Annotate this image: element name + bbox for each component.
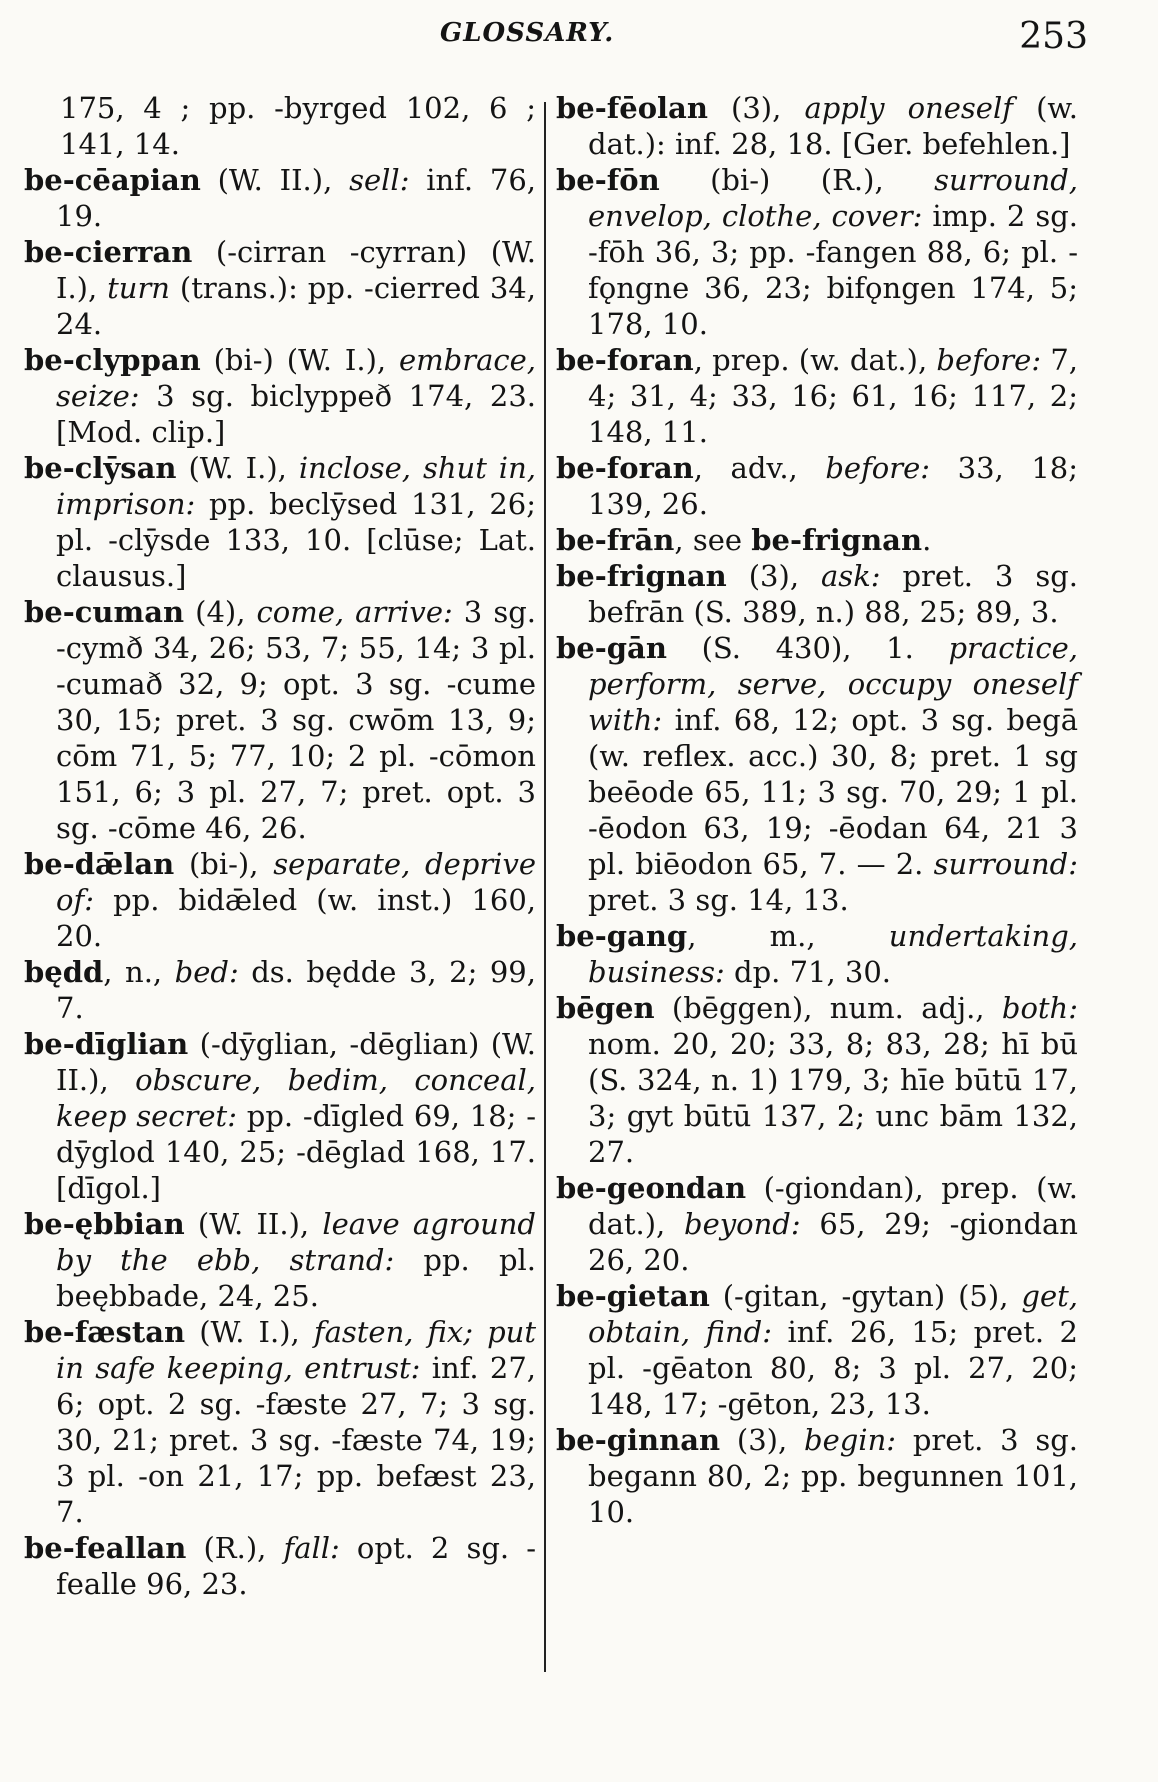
gloss: fall:: [283, 1531, 340, 1565]
glossary-entry: be-gietan (-gitan, -gytan) (5), get, obtain, find: inf. 26, 15; pret. 2 pl. -gēaton 80, 8; 3 pl. 27, 20; 148, 17; -gēton, 23, 13.: [556, 1279, 1078, 1421]
gloss: ask:: [821, 559, 881, 593]
gloss: inclose, shut in, imprison:: [56, 451, 536, 521]
headword: be-dǣlan: [24, 847, 175, 881]
glossary-entry: be-frignan (3), ask: pret. 3 sg. befrān (S. 389, n.) 88, 25; 89, 3.: [556, 559, 1079, 629]
headword: be-fæstan: [24, 1315, 186, 1349]
gloss: sell:: [349, 163, 410, 197]
gloss: before:: [936, 343, 1042, 377]
gloss: turn: [107, 271, 170, 305]
headword: be-gang: [556, 919, 688, 953]
headword: be-clȳsan: [24, 451, 177, 485]
column-divider: [544, 102, 546, 1672]
glossary-entry: 175, 4 ; pp. -byrged 102, 6 ; 141, 14.: [60, 91, 536, 161]
glossary-entry: be-ębbian (W. II.), leave aground by the ebb, strand: pp. pl. beębbade, 24, 25.: [24, 1207, 536, 1313]
headword: be-frān: [556, 523, 675, 557]
page-title: GLOSSARY.: [440, 18, 615, 48]
glossary-entry: be-feallan (R.), fall: opt. 2 sg. -fealle 96, 23.: [24, 1531, 537, 1601]
headword: be-geondan: [556, 1171, 747, 1205]
gloss: bed:: [174, 955, 239, 989]
headword: be-gietan: [556, 1279, 710, 1313]
headword: be-cierran: [24, 235, 193, 269]
glossary-entry: be-geondan (-giondan), prep. (w. dat.), beyond: 65, 29; -giondan 26, 20.: [556, 1171, 1078, 1277]
page-number: 253: [1019, 16, 1088, 57]
glossary-entry: be-gān (S. 430), 1. practice, perform, serve, occupy oneself with: inf. 68, 12; opt. 3 sg. begā (w. reflex. acc.) 30, 8; pret. 1 sg beēode 65, 11; 3 sg. 70, 29; 1 pl. -ēodon 63, 19; -ēodan 64, 21 3 pl. biēodon 65, 7. — 2. surround: pret. 3 sg. 14, 13.: [556, 631, 1078, 917]
glossary-entry: bēgen (bēggen), num. adj., both: nom. 20, 20; 33, 8; 83, 28; hī bū (S. 324, n. 1) 179, 3; hīe būtū 17, 3; gyt būtū 137, 2; unc bām 132, 27.: [556, 991, 1078, 1169]
headword: be-gān: [556, 631, 667, 665]
headword: be-fōn: [556, 163, 660, 197]
gloss: come, arrive:: [256, 595, 453, 629]
glossary-entry: be-fæstan (W. I.), fasten, fix; put in safe keeping, entrust: inf. 27, 6; opt. 2 sg. -fæste 27, 7; 3 sg. 30, 21; pret. 3 sg. -fæste 74, 19; 3 pl. -on 21, 17; pp. befæst 23, 7.: [24, 1315, 536, 1529]
glossary-entry: be-dīglian (-dȳglian, -dēglian) (W. II.), obscure, bedim, conceal, keep secret: pp. -dīgled 69, 18; -dȳglod 140, 25; -dēglad 168, 17. [dīgol.]: [24, 1027, 537, 1205]
headword: be-fēolan: [556, 91, 708, 125]
gloss: before:: [825, 451, 931, 485]
right-column: [556, 90, 1078, 1530]
gloss: both:: [1001, 991, 1078, 1025]
glossary-entry: be-frān, see be-frignan.: [556, 523, 932, 557]
gloss: practice, perform, serve, occupy oneself with:: [588, 631, 1078, 737]
glossary-entry: be-cierran (-cirran -cyrran) (W. I.), turn (trans.): pp. -cierred 34, 24.: [24, 235, 536, 341]
glossary-entry: be-clȳsan (W. I.), inclose, shut in, imprison: pp. beclȳsed 131, 26; pl. -clȳsde 133, 10. [clūse; Lat. clausus.]: [24, 451, 536, 593]
cross-reference: be-frignan: [751, 523, 923, 557]
headword: be-cuman: [24, 595, 185, 629]
headword: be-foran: [556, 451, 694, 485]
gloss: get, obtain, find:: [588, 1279, 1078, 1349]
running-head: [0, 14, 1158, 74]
left-column: [24, 90, 536, 1602]
gloss: fasten, fix; put in safe keeping, entrust:: [56, 1315, 536, 1385]
gloss: leave aground by the ebb, strand:: [56, 1207, 536, 1277]
glossary-entry: be-clyppan (bi-) (W. I.), embrace, seize: 3 sg. biclyppeð 174, 23. [Mod. clip.]: [24, 343, 536, 449]
gloss: surround:: [933, 847, 1078, 881]
headword: be-frignan: [556, 559, 727, 593]
glossary-entry: be-ginnan (3), begin: pret. 3 sg. begann 80, 2; pp. begunnen 101, 10.: [556, 1423, 1079, 1529]
glossary-entry: be-foran, adv., before: 33, 18; 139, 26.: [556, 451, 1078, 521]
gloss: separate, deprive of:: [56, 847, 537, 917]
headword: be-ębbian: [24, 1207, 185, 1241]
headword: będd: [24, 955, 104, 989]
headword: be-ginnan: [556, 1423, 721, 1457]
glossary-entry: be-dǣlan (bi-), separate, deprive of: pp. bidǣled (w. inst.) 160, 20.: [24, 847, 537, 953]
glossary-entry: be-cēapian (W. II.), sell: inf. 76, 19.: [24, 163, 536, 233]
glossary-entry: be-fēolan (3), apply oneself (w. dat.): inf. 28, 18. [Ger. befehlen.]: [556, 91, 1078, 161]
glossary-entry: be-gang, m., undertaking, business: dp. 71, 30.: [556, 919, 1078, 989]
headword: be-feallan: [24, 1531, 187, 1565]
headword: be-cēapian: [24, 163, 201, 197]
headword: be-dīglian: [24, 1027, 189, 1061]
glossary-entry: be-cuman (4), come, arrive: 3 sg. -cymð 34, 26; 53, 7; 55, 14; 3 pl. -cumað 32, 9; opt. 3 sg. -cume 30, 15; pret. 3 sg. cwōm 13, 9; cōm 71, 5; 77, 10; 2 pl. -cōmon 151, 6; 3 pl. 27, 7; pret. opt. 3 sg. -cōme 46, 26.: [24, 595, 536, 845]
glossary-entry: be-fōn (bi-) (R.), surround, envelop, clothe, cover: imp. 2 sg. -fōh 36, 3; pp. -fangen 88, 6; pl. -fǫngne 36, 23; bifǫngen 174, 5; 178, 10.: [556, 163, 1079, 341]
glossary-entry: będd, n., bed: ds. będde 3, 2; 99, 7.: [24, 955, 536, 1025]
gloss: undertaking, business:: [588, 919, 1078, 989]
headword: bēgen: [556, 991, 655, 1025]
gloss: surround, envelop, clothe, cover:: [588, 163, 1078, 233]
gloss: beyond:: [684, 1207, 801, 1241]
gloss: embrace, seize:: [56, 343, 536, 413]
gloss: obscure, bedim, conceal, keep secret:: [56, 1063, 536, 1133]
headword: be-clyppan: [24, 343, 201, 377]
glossary-entry: be-foran, prep. (w. dat.), before: 7, 4; 31, 4; 33, 16; 61, 16; 117, 2; 148, 11.: [556, 343, 1078, 449]
gloss: apply oneself: [804, 91, 1013, 125]
headword: be-foran: [556, 343, 694, 377]
gloss: begin:: [804, 1423, 897, 1457]
